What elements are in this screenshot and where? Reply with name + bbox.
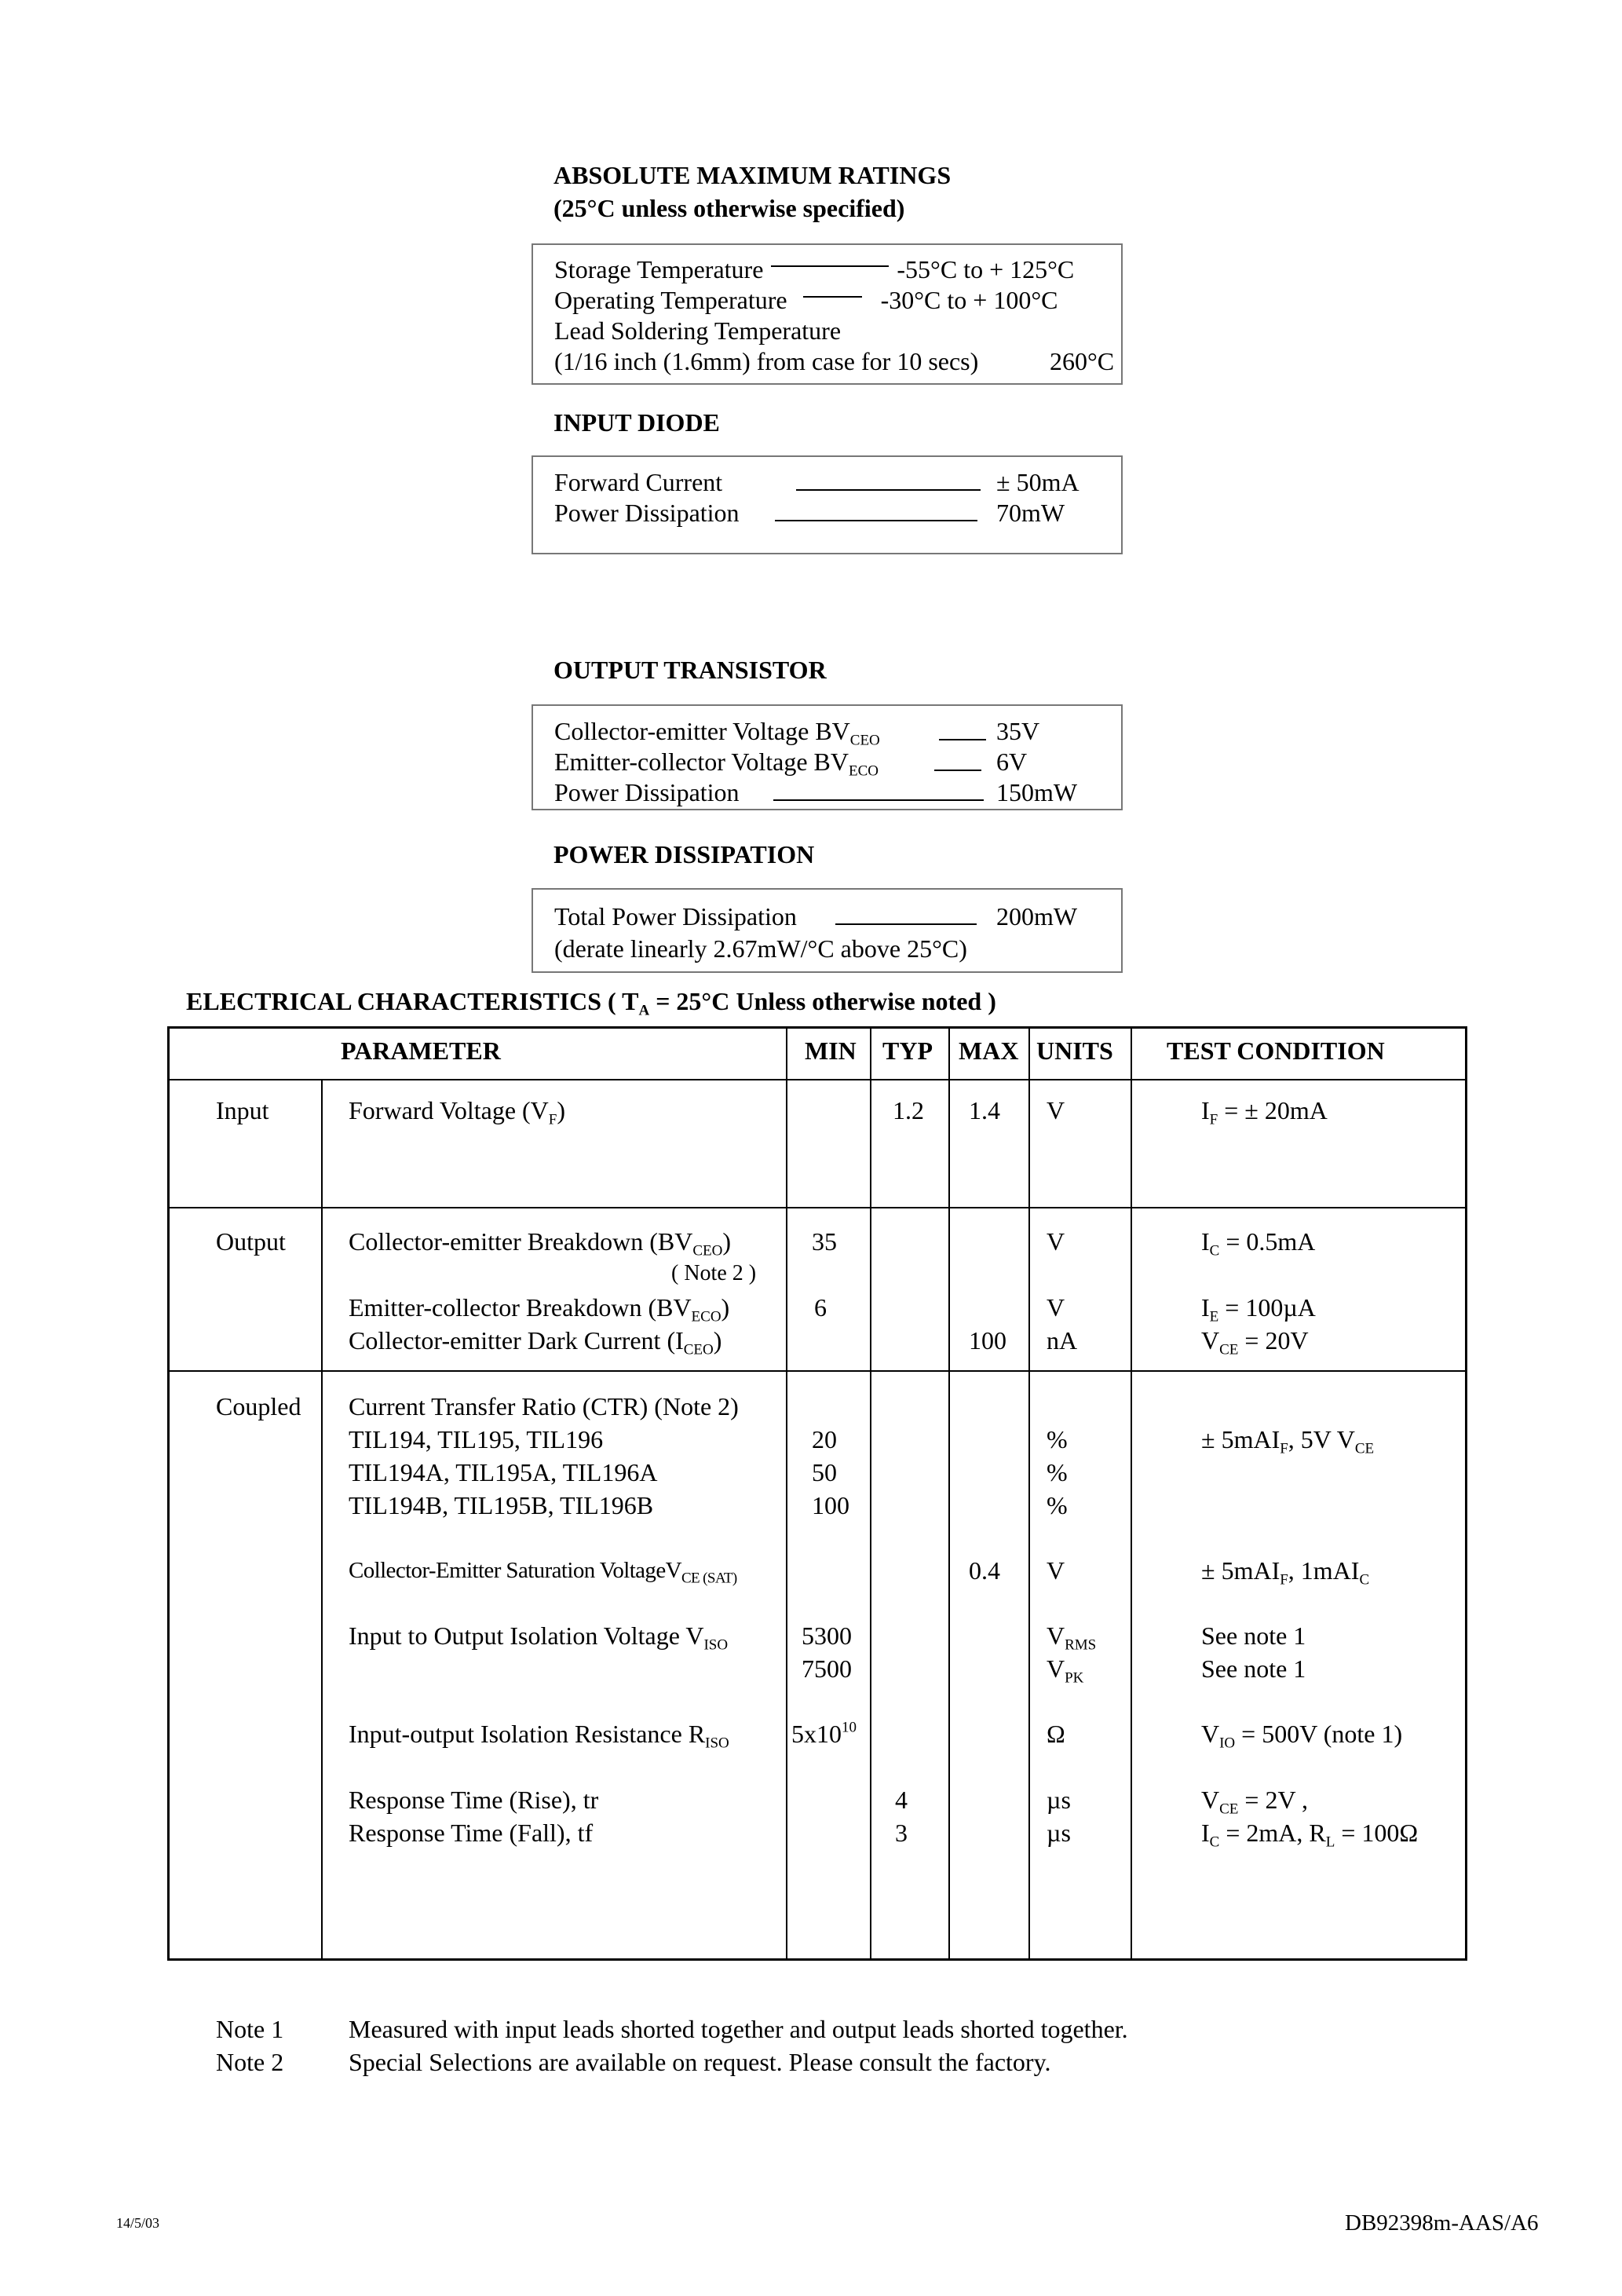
group-input: Input	[216, 1096, 269, 1124]
dark-current-param	[349, 1325, 721, 1356]
iso-units1-sub: RMS	[1065, 1636, 1097, 1654]
electrical-title-pre: ELECTRICAL CHARACTERISTICS ( T	[186, 987, 639, 1015]
fall-typ: 3	[895, 1819, 908, 1847]
res-test	[1201, 1719, 1403, 1752]
id-power-value: 70mW	[996, 499, 1065, 527]
ceb-units: V	[1047, 1227, 1065, 1256]
ecb-min: 6	[814, 1293, 827, 1322]
ec-voltage-row	[554, 747, 879, 780]
ot-power-label: Power Dissipation	[554, 778, 740, 806]
max-units-divider	[1028, 1027, 1030, 1960]
power-dissipation-box	[532, 888, 1123, 973]
input-output-rule	[168, 1207, 1466, 1208]
amr-title: ABSOLUTE MAXIMUM RATINGS	[553, 161, 952, 189]
iso-min2: 7500	[802, 1654, 852, 1683]
ctr3-min: 100	[812, 1491, 849, 1519]
isolation-resistance-param	[349, 1719, 729, 1752]
header-units: UNITS	[1036, 1036, 1113, 1065]
isolation-voltage-param	[349, 1621, 729, 1654]
ce-voltage-row	[554, 716, 880, 747]
power-dissipation-title: POWER DISSIPATION	[553, 840, 815, 868]
dc-test-post: = 20V	[1238, 1326, 1309, 1355]
ec-voltage-sub: ECO	[848, 762, 879, 780]
note1-text: Measured with input leads shorted together and output leads shorted together.	[349, 2015, 1128, 2043]
storage-temp-value: -55°C to + 125°C	[897, 255, 1075, 283]
input-diode-box	[532, 455, 1123, 554]
ctr-label: Current Transfer Ratio (CTR) (Note 2)	[349, 1392, 739, 1420]
fv-close: )	[557, 1096, 566, 1124]
ceb-test-post: = 0.5mA	[1219, 1227, 1316, 1256]
fall-test-b-sub: L	[1325, 1834, 1335, 1851]
ceb-close: )	[722, 1227, 731, 1256]
sat-max: 0.4	[969, 1556, 1000, 1585]
ceb-note: ( Note 2 )	[671, 1261, 757, 1285]
res-min	[791, 1719, 857, 1749]
fv-test-sub: F	[1209, 1111, 1218, 1128]
forward-current-label: Forward Current	[554, 468, 723, 496]
res-units: Ω	[1047, 1720, 1065, 1748]
ceb-test-pre: I	[1201, 1227, 1210, 1256]
sat-voltage-param	[349, 1556, 737, 1586]
iso-test1: See note 1	[1201, 1621, 1306, 1650]
ctr1-test-b: , 5V V	[1288, 1425, 1355, 1453]
ceb-test	[1201, 1227, 1316, 1260]
total-power-label: Total Power Dissipation	[554, 902, 797, 930]
amr-box	[532, 243, 1123, 385]
note2-label: Note 2	[216, 2048, 284, 2076]
ecb-test-post: = 100µA	[1218, 1293, 1316, 1322]
sat-sub: CE (SAT)	[681, 1570, 737, 1587]
ecb-close: )	[721, 1293, 730, 1322]
ec-voltage-value: 6V	[996, 748, 1028, 776]
sat-test	[1201, 1556, 1370, 1589]
output-transistor-box	[532, 704, 1123, 810]
total-power-leader	[835, 923, 977, 925]
res-label: Input-output Isolation Resistance R	[349, 1720, 706, 1748]
group-coupled: Coupled	[216, 1392, 301, 1420]
header-min: MIN	[805, 1036, 857, 1065]
ce-breakdown-param	[349, 1227, 731, 1260]
output-transistor-title: OUTPUT TRANSISTOR	[553, 656, 827, 684]
forward-current-leader	[796, 489, 981, 491]
forward-voltage-param	[349, 1095, 565, 1126]
ot-power-leader	[773, 799, 984, 801]
ctr1-label: TIL194, TIL195, TIL196	[349, 1425, 604, 1453]
fv-units: V	[1047, 1096, 1065, 1124]
rise-typ: 4	[895, 1786, 908, 1814]
ctr2-min: 50	[812, 1458, 837, 1486]
units-test-divider	[1131, 1027, 1132, 1960]
storage-temp-label: Storage Temperature	[554, 255, 764, 283]
id-power-leader	[775, 520, 977, 521]
fall-test-a-sub: C	[1209, 1834, 1220, 1851]
ecb-test	[1201, 1292, 1316, 1323]
param-min-divider	[786, 1027, 787, 1960]
min-typ-divider	[870, 1027, 871, 1960]
rise-units: µs	[1047, 1786, 1071, 1814]
ctr2-units: %	[1047, 1458, 1068, 1486]
storage-temp-row	[554, 254, 1074, 285]
ce-voltage-sub: CEO	[849, 732, 880, 749]
lead-solder-label: Lead Soldering Temperature	[554, 316, 842, 345]
note2-text: Special Selections are available on request. Please consult the factory.	[349, 2048, 1051, 2076]
ctr1-units: %	[1047, 1425, 1068, 1453]
dc-test	[1201, 1325, 1309, 1356]
group-divider	[321, 1079, 323, 1960]
fv-label: Forward Voltage (V	[349, 1096, 549, 1124]
ceb-label: Collector-emitter Breakdown (BV	[349, 1227, 693, 1256]
sat-test-b: , 1mAI	[1288, 1556, 1360, 1585]
ctr1-test	[1201, 1424, 1374, 1455]
fall-test	[1201, 1818, 1419, 1851]
ceb-min: 35	[812, 1227, 837, 1256]
id-power-label: Power Dissipation	[554, 499, 740, 527]
amr-subtitle: (25°C unless otherwise specified)	[553, 194, 905, 222]
res-test-sub: IO	[1219, 1735, 1236, 1752]
footer-date: 14/5/03	[116, 2215, 160, 2231]
header-test-condition: TEST CONDITION	[1167, 1036, 1385, 1065]
fv-sub: F	[548, 1111, 557, 1128]
ceb-test-sub: C	[1209, 1242, 1220, 1260]
iso-units2-sub: PK	[1065, 1669, 1084, 1687]
res-sub: ISO	[705, 1735, 729, 1752]
header-rule	[168, 1079, 1466, 1080]
dc-label: Collector-emitter Dark Current (I	[349, 1326, 684, 1355]
dc-max: 100	[969, 1326, 1006, 1355]
dc-test-sub: CE	[1219, 1341, 1239, 1358]
ec-breakdown-param	[349, 1292, 729, 1323]
sat-test-a: ± 5mAI	[1201, 1556, 1280, 1585]
iso-units1	[1047, 1621, 1097, 1654]
ctr3-units: %	[1047, 1491, 1068, 1519]
lead-solder-detail: (1/16 inch (1.6mm) from case for 10 secs)	[554, 347, 979, 375]
res-min-sup: 10	[842, 1719, 857, 1736]
res-min-main: 5x10	[791, 1720, 842, 1748]
electrical-title	[186, 985, 996, 1017]
dc-units: nA	[1047, 1326, 1078, 1355]
note1-label: Note 1	[216, 2015, 284, 2043]
ctr3-label: TIL194B, TIL195B, TIL196B	[349, 1491, 654, 1519]
fall-units: µs	[1047, 1819, 1071, 1847]
ec-voltage-leader	[934, 770, 981, 771]
input-diode-title: INPUT DIODE	[553, 408, 720, 437]
lead-solder-value: 260°C	[1050, 347, 1115, 375]
iso-min1: 5300	[802, 1621, 852, 1650]
operating-temp-label: Operating Temperature	[554, 286, 787, 314]
dc-close: )	[713, 1326, 722, 1355]
iso-units2-main: V	[1047, 1654, 1065, 1683]
iso-units2	[1047, 1654, 1084, 1687]
group-output: Output	[216, 1227, 286, 1256]
ce-voltage-label: Collector-emitter Voltage BV	[554, 717, 850, 745]
iso-label: Input to Output Isolation Voltage V	[349, 1621, 704, 1650]
iso-sub: ISO	[703, 1636, 729, 1654]
ctr2-label: TIL194A, TIL195A, TIL196A	[349, 1458, 658, 1486]
fall-test-b: = 2mA, R	[1219, 1819, 1326, 1847]
ot-power-value: 150mW	[996, 778, 1078, 806]
fall-time-param: Response Time (Fall), tf	[349, 1819, 594, 1847]
footer-doc-ref: DB92398m-AAS/A6	[1345, 2210, 1539, 2236]
rise-time-param: Response Time (Rise), tr	[349, 1786, 599, 1814]
rise-test-sub: CE	[1219, 1801, 1239, 1818]
sat-test-b-sub: C	[1359, 1571, 1370, 1589]
iso-units1-main: V	[1047, 1621, 1065, 1650]
fv-typ: 1.2	[893, 1096, 924, 1124]
fall-test-a: I	[1201, 1819, 1210, 1847]
fv-test-pre: I	[1201, 1096, 1210, 1124]
fv-test	[1201, 1095, 1328, 1126]
ctr1-test-a-sub: F	[1280, 1440, 1288, 1457]
iso-test2: See note 1	[1201, 1654, 1306, 1683]
ce-voltage-leader	[939, 739, 986, 740]
dc-sub: CEO	[683, 1341, 714, 1358]
sat-test-a-sub: F	[1280, 1571, 1288, 1589]
ecb-test-pre: I	[1201, 1293, 1210, 1322]
res-test-post: = 500V (note 1)	[1235, 1720, 1403, 1748]
rise-test-post: = 2V ,	[1238, 1786, 1308, 1814]
sat-units: V	[1047, 1556, 1065, 1585]
fv-test-post: = ± 20mA	[1218, 1096, 1328, 1124]
derate-text: (derate linearly 2.67mW/°C above 25°C)	[554, 934, 967, 963]
ctr1-min: 20	[812, 1425, 837, 1453]
ecb-units: V	[1047, 1293, 1065, 1322]
operating-temp-row	[554, 285, 1058, 316]
ecb-test-sub: E	[1209, 1308, 1219, 1325]
header-max: MAX	[959, 1036, 1019, 1065]
output-coupled-rule	[168, 1370, 1466, 1372]
ecb-label: Emitter-collector Breakdown (BV	[349, 1293, 692, 1322]
dc-test-pre: V	[1201, 1326, 1220, 1355]
rise-test	[1201, 1785, 1308, 1818]
res-test-pre: V	[1201, 1720, 1220, 1748]
electrical-title-post: = 25°C Unless otherwise noted )	[649, 987, 996, 1015]
operating-temp-value: -30°C to + 100°C	[880, 286, 1058, 314]
forward-current-value: ± 50mA	[996, 468, 1080, 496]
ec-voltage-label: Emitter-collector Voltage BV	[554, 748, 849, 776]
rise-test-pre: V	[1201, 1786, 1220, 1814]
header-parameter: PARAMETER	[341, 1036, 501, 1065]
ctr1-test-b-sub: CE	[1354, 1440, 1375, 1457]
ecb-sub: ECO	[691, 1308, 721, 1325]
sat-label: Collector-Emitter Saturation VoltageV	[349, 1558, 681, 1583]
ce-voltage-value: 35V	[996, 717, 1040, 745]
header-typ: TYP	[882, 1036, 933, 1065]
total-power-value: 200mW	[996, 902, 1078, 930]
typ-max-divider	[948, 1027, 950, 1960]
fall-test-c: = 100Ω	[1335, 1819, 1419, 1847]
fv-max: 1.4	[969, 1096, 1000, 1124]
electrical-title-sub: A	[638, 1002, 650, 1019]
ctr1-test-a: ± 5mAI	[1201, 1425, 1280, 1453]
ceb-sub: CEO	[692, 1242, 723, 1260]
